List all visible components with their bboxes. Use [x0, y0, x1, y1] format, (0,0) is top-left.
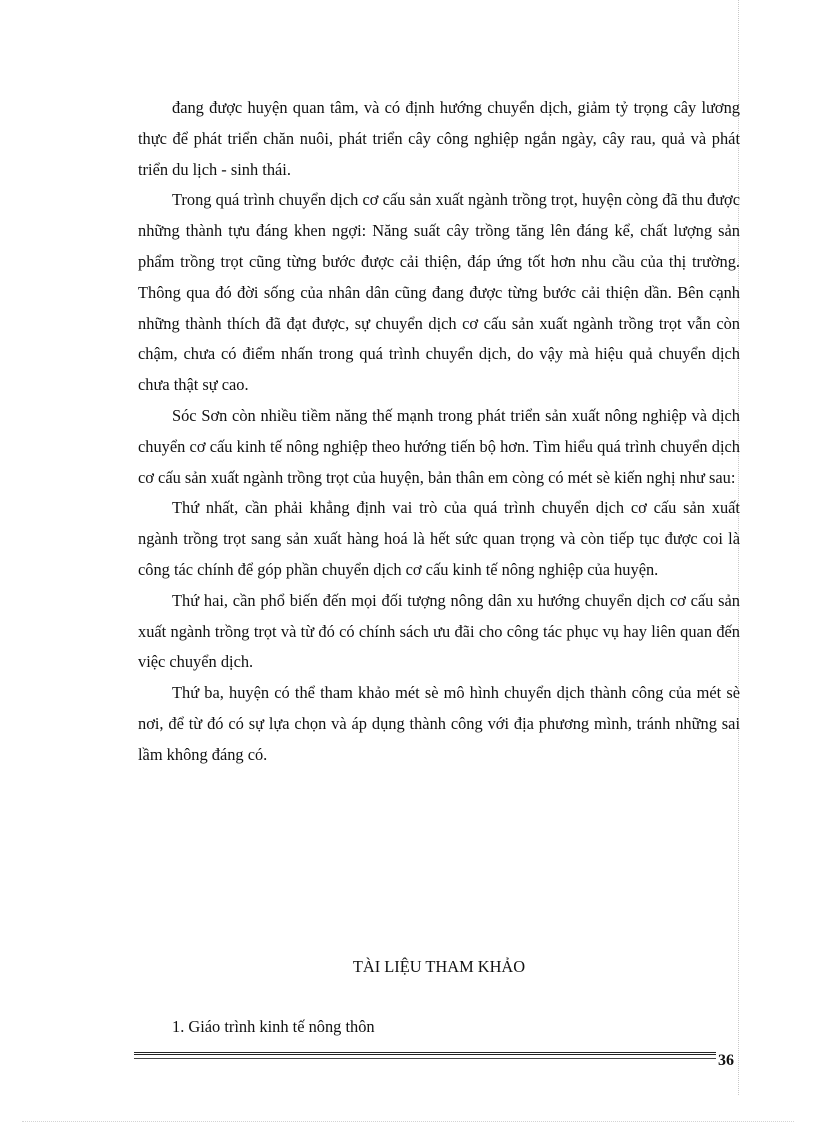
page-bottom-border — [22, 1121, 794, 1122]
reference-item: 1. Giáo trình kinh tế nông thôn — [172, 1017, 375, 1036]
footer-rule-thin — [134, 1058, 716, 1059]
document-body — [138, 93, 740, 771]
paragraph: Thứ ba, huyện có thể tham khảo mét sè mô hình chuyển dịch thành công của mét sè nơi, để từ đó có sự lựa chọn và áp dụng thành công với địa phương mình, tránh những sai lầm không đáng có. — [138, 683, 740, 764]
paragraph: Sóc Sơn còn nhiều tiềm năng thế mạnh trong phát triển sản xuất nông nghiệp và dịch chuyển cơ cấu kinh tế nông nghiệp theo hướng tiến bộ hơn. Tìm hiểu quá trình chuyển dịch cơ cấu sản xuất ngành trồng trọt của huyện, bản thân em còng có mét sè kiến nghị như sau: — [138, 405, 740, 487]
references-heading: TÀI LIỆU THAM KHẢO — [352, 957, 526, 976]
paragraph: Trong quá trình chuyển dịch cơ cấu sản xuất ngành trồng trọt, huyện còng đã thu được những thành tựu đáng khen ngợi: Năng suất cây trồng tăng lên đáng kể, chất lượng sản phẩm trồng trọt cũng từng bước được cải thiện, đáp ứng tốt hơn nhu cầu của thị trường. Thông qua đó đời sống của nhân dân cũng đang được từng bước cải thiện dần. Bên cạnh những thành thích đã đạt được, sự chuyển dịch cơ cấu sản xuất ngành trồng trọt vẫn còn chậm, chưa có điểm nhấn trong quá trình chuyển dịch, do vậy mà hiệu quả chuyển dịch chưa thật sự cao. — [138, 190, 740, 395]
page-number: 36 — [718, 1052, 734, 1069]
paragraph: đang được huyện quan tâm, và có định hướng chuyển dịch, giảm tỷ trọng cây lương thực để phát triển chăn nuôi, phát triển cây công nghiệp ngắn ngày, cây rau, quả và phát triển du lịch - sinh thái. — [138, 98, 740, 179]
paragraph: Thứ hai, cần phổ biến đến mọi đối tượng nông dân xu hướng chuyển dịch cơ cấu sản xuất ngành trồng trọt và từ đó có chính sách ưu đãi cho công tác phục vụ hay liên quan đến việc chuyển dịch. — [138, 590, 740, 672]
footer-rule — [134, 1052, 716, 1055]
paragraph: Thứ nhất, cần phải khẳng định vai trò của quá trình chuyển dịch cơ cấu sản xuất ngành trồng trọt sang sản xuất hàng hoá là hết sức quan trọng và còn tiếp tục được coi là công tác chính để góp phần chuyển dịch cơ cấu kinh tế nông nghiệp của huyện. — [138, 498, 740, 579]
